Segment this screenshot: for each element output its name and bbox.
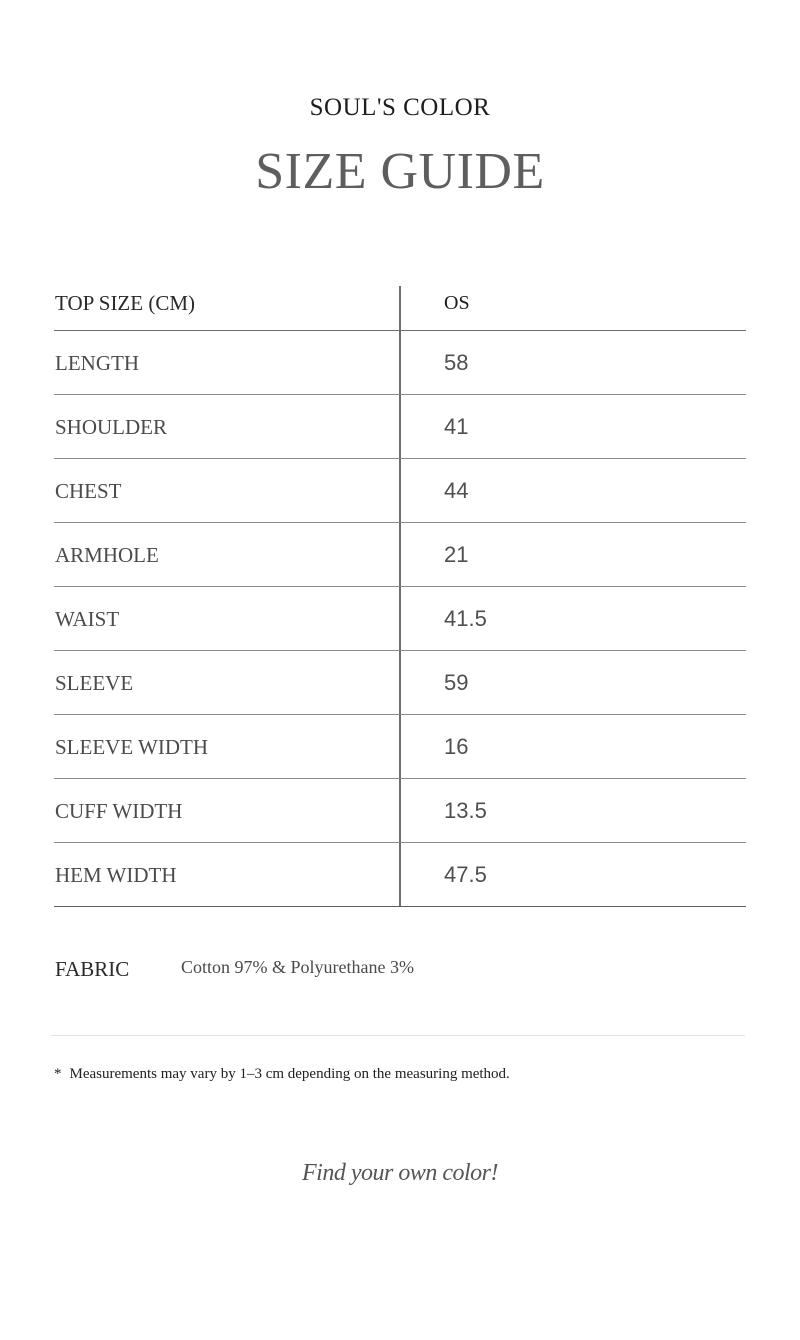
row-value: 41.5 — [444, 606, 487, 631]
row-label: HEM WIDTH — [55, 863, 177, 887]
fabric-composition: Cotton 97% & Polyurethane 3% — [181, 957, 414, 977]
table-row — [54, 523, 746, 587]
row-value: 44 — [444, 478, 469, 503]
table-row — [54, 779, 746, 843]
row-label: SLEEVE — [55, 671, 134, 695]
asterisk: * — [54, 1066, 62, 1082]
table-row — [54, 587, 746, 651]
table-row — [54, 843, 746, 907]
row-label: ARMHOLE — [55, 543, 159, 567]
row-value: 16 — [444, 734, 469, 759]
table-row — [54, 715, 746, 779]
row-label: LENGTH — [55, 351, 139, 375]
row-value: 59 — [444, 670, 469, 695]
row-value: 21 — [444, 542, 469, 567]
table-row — [54, 459, 746, 523]
row-value: 41 — [444, 414, 469, 439]
measurement-note — [54, 1066, 510, 1083]
table-row — [54, 651, 746, 715]
row-value: 58 — [444, 350, 469, 375]
table-row — [54, 331, 746, 395]
row-label: CHEST — [55, 479, 122, 503]
note-text: Measurements may vary by 1–3 cm depending on the measuring method. — [69, 1066, 510, 1082]
row-value: 47.5 — [444, 862, 487, 887]
row-label: SHOULDER — [55, 415, 168, 439]
row-label: CUFF WIDTH — [55, 799, 183, 823]
fabric-label: FABRIC — [55, 957, 130, 981]
table-row — [54, 395, 746, 459]
divider — [51, 1035, 745, 1036]
size-table — [54, 286, 746, 907]
header-label: TOP SIZE (CM) — [55, 291, 196, 315]
table-header-row — [54, 286, 746, 331]
row-value: 13.5 — [444, 798, 487, 823]
brand-name: SOUL'S COLOR — [309, 94, 491, 121]
row-label: SLEEVE WIDTH — [55, 735, 208, 759]
tagline: Find your own color! — [302, 1160, 498, 1186]
header-size: OS — [444, 292, 470, 314]
row-label: WAIST — [55, 607, 120, 631]
page-title: SIZE GUIDE — [255, 143, 545, 200]
